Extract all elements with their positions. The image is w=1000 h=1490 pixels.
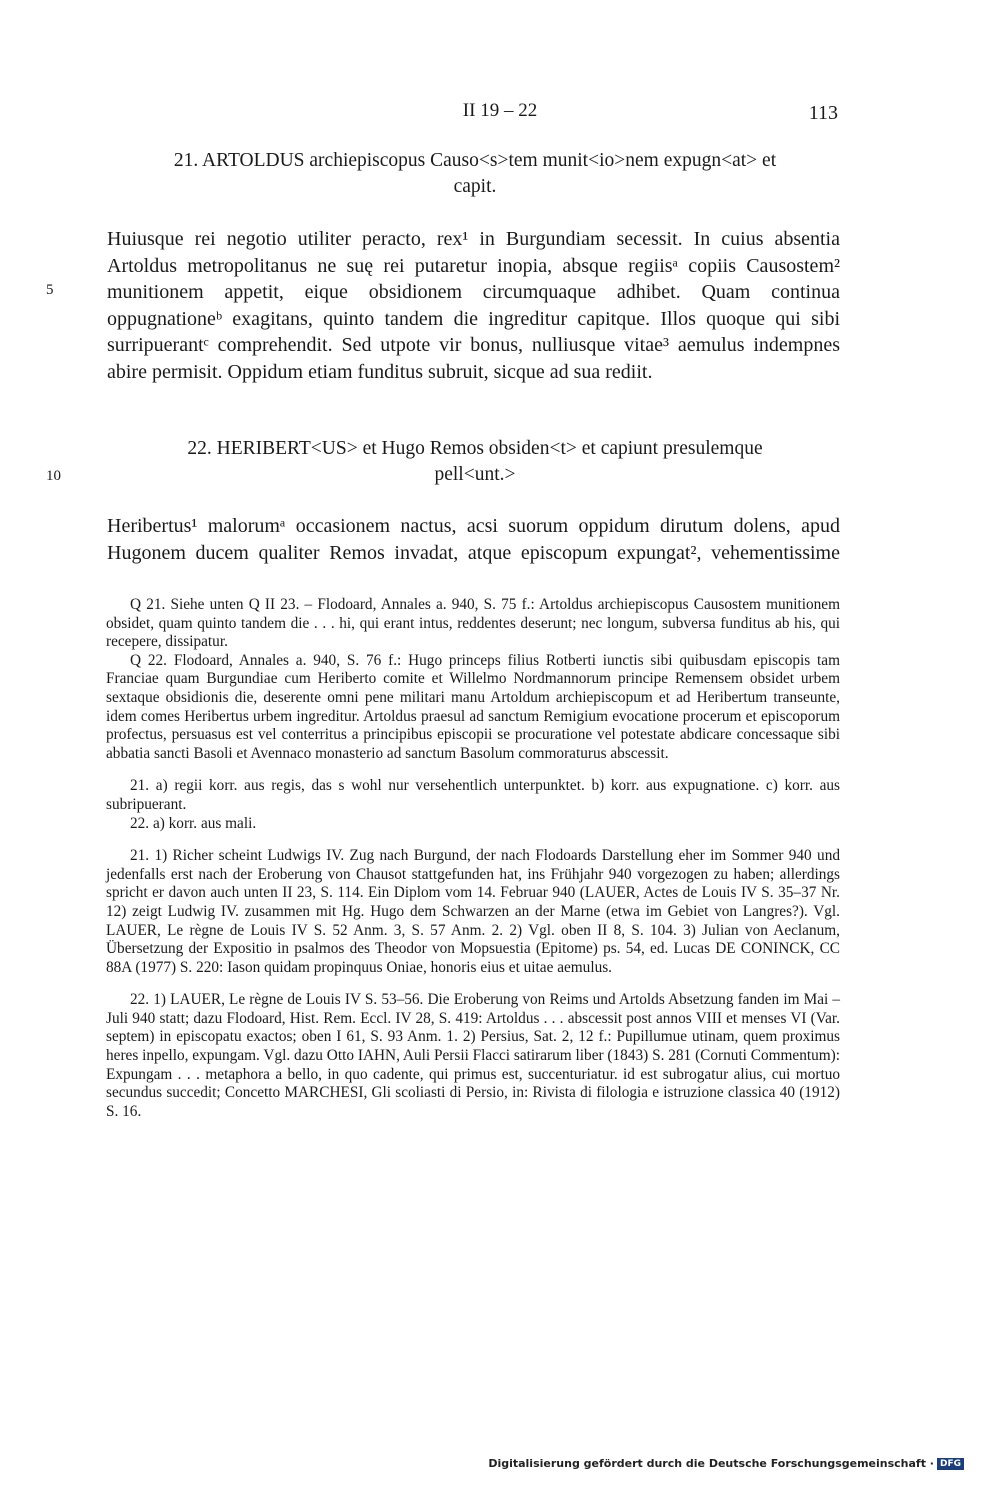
credit-text: Digitalisierung gefördert durch die Deutsche Forschungsgemeinschaft · [488,1457,934,1470]
footnote-21: 21. 1) Richer scheint Ludwigs IV. Zug nach Burgund, der nach Flodoards Darstellung eher im Sommer 940 und jedenfalls erst nach der Eroberung von Chausot stattgefunden hat, ins Frühjahr 940 vorgezogen zu haben; allerdings spricht er davon auch unten II 23, S. 114. Ein Diplom vom 14. Februar 940 (LAUER, Actes de Louis IV S. 35–37 Nr. 12) zeigt Ludwig IV. zusammen mit Hg. Hugo dem Schwarzen an der Marne (etwa im Gebiet von Langres?). Vgl. LAUER, Le règne de Louis IV S. 52 Anm. 3, S. 57 Anm. 2. 2) Vgl. oben II 8, S. 104. 3) Julian von Aeclanum, Übersetzung der Expositio in psalmos des Theodor von Mopsuestia (Epitome) ps. 54, ed. Lucas DE CONINCK, CC 88A (1977) S. 220: Iason quidam propinquus Oniae, honoris eius et uitae aemulus. [106,847,840,976]
chapter-22-heading-line-2: pell<unt.> [434,464,516,485]
apparatus-note-22: 22. a) korr. aus mali. [130,814,257,832]
apparatus-note-21: 21. a) regii korr. aus regis, das s wohl nur versehentlich unterpunktet. b) korr. aus expugnatione. c) korr. aus subripuerant. [106,777,840,813]
chapter-21-heading [110,148,840,200]
text-line: munitionem appetit, eique obsidionem circumquaque adhibet. Quam continua [107,281,840,303]
dfg-logo: DFG [937,1458,964,1470]
line-number-5: 5 [46,282,54,298]
chapter-22-text [107,513,840,566]
line-number-10: 10 [46,468,61,484]
chapter-21-heading-line-1: 21. ARTOLDUS archiepiscopus Causo<s>tem munit<io>nem expugn<at> et [173,150,777,171]
source-note-q21: Q 21. Siehe unten Q II 23. – Flodoard, Annales a. 940, S. 75 f.: Artoldus archiepiscopus Causostem munitionem obsidet, quam quinto tandem die . . . hi, qui erant intus, reddentes deserunt; nec longum, subversa funditus ab his, qui recepere, dissipatur. [106,596,840,651]
text-line: oppugnationeᵇ exagitans, quinto tandem die ingreditur capitque. Illos quoque qui sibi [107,307,840,330]
running-head: II 19 – 22 [462,100,538,121]
text-line: abire permisit. Oppidum etiam funditus subruit, sicque ad sua rediit. [107,360,653,383]
source-note-q22: Q 22. Flodoard, Annales a. 940, S. 76 f.: Hugo princeps filius Rotberti iunctis sibi quibusdam episcopis tam Franciae quam Burgundiae cum Heriberto comite et Willelmo Nordmannorum principe Remensem obsidet urbem sextaque obsidionis die, deserente omni pene militari manu Artoldum archiepiscopum et ad Heribertum transeunte, idem comes Heribertus urbem ingreditur. Artoldus praesul ad sanctum Remigium evocatione procerum et episcoporum profectus, persuasus est vel conterritus a principibus episcopii se procuratione vel potestate abdicare concessaque sibi abbatia sancti Basoli et Avennaco monasterio ad sanctum Basolum commoraturus abscessit. [106,651,840,762]
text-line: Heribertus¹ malorumᵃ occasionem nactus, acsi suorum oppidum dirutum dolens, apud [107,515,840,537]
chapter-22-heading-line-1: 22. HERIBERT<US> et Hugo Remos obsiden<t> et capiunt presulemque [187,438,763,459]
footnote-22: 22. 1) LAUER, Le règne de Louis IV S. 53–56. Die Eroberung von Reims und Artolds Absetzung fanden im Mai – Juli 940 statt; dazu Flodoard, Hist. Rem. Eccl. IV 28, S. 419: Artoldus . . . abscessit post annos VIII et menses VI (Var. septem) in episcopatu exactos; oben I 61, S. 93 Anm. 1. 2) Persius, Sat. 2, 12 f.: Pupillumue utinam, quem proximus heres inpello, expungam. Vgl. dazu Otto IAHN, Auli Persii Flacci satirarum liber (1843) S. 281 (Cornuti Commentum): Expungam . . . metaphora a bello, in quo cadente, qui primus est, succenturiatur. id est subrogatur alius, cui mortuo secundus succedit; Concetto MARCHESI, Gli scoliasti di Persio, in: Rivista di filologia e istruzione classica 40 (1912) S. 16. [106,991,840,1120]
text-line: Hugonem ducem qualiter Remos invadat, atque episcopum expungat², vehementissime [107,541,840,564]
text-line: surripuerantᶜ comprehendit. Sed utpote vir bonus, nulliusque vitae³ aemulus indempnes [107,334,840,356]
chapter-22-heading [110,436,840,488]
chapter-21-heading-line-2: capit. [453,176,497,197]
digitization-credit [488,1457,964,1470]
notes-section [106,596,840,1121]
text-line: Artoldus metropolitanus ne suę rei putaretur inopia, absque regiisᵃ copiis Causostem² [107,254,840,277]
chapter-21-text [107,226,840,385]
page-number: 113 [808,102,838,124]
text-line: Huiusque rei negotio utiliter peracto, rex¹ in Burgundiam secessit. In cuius absentia [107,228,840,250]
